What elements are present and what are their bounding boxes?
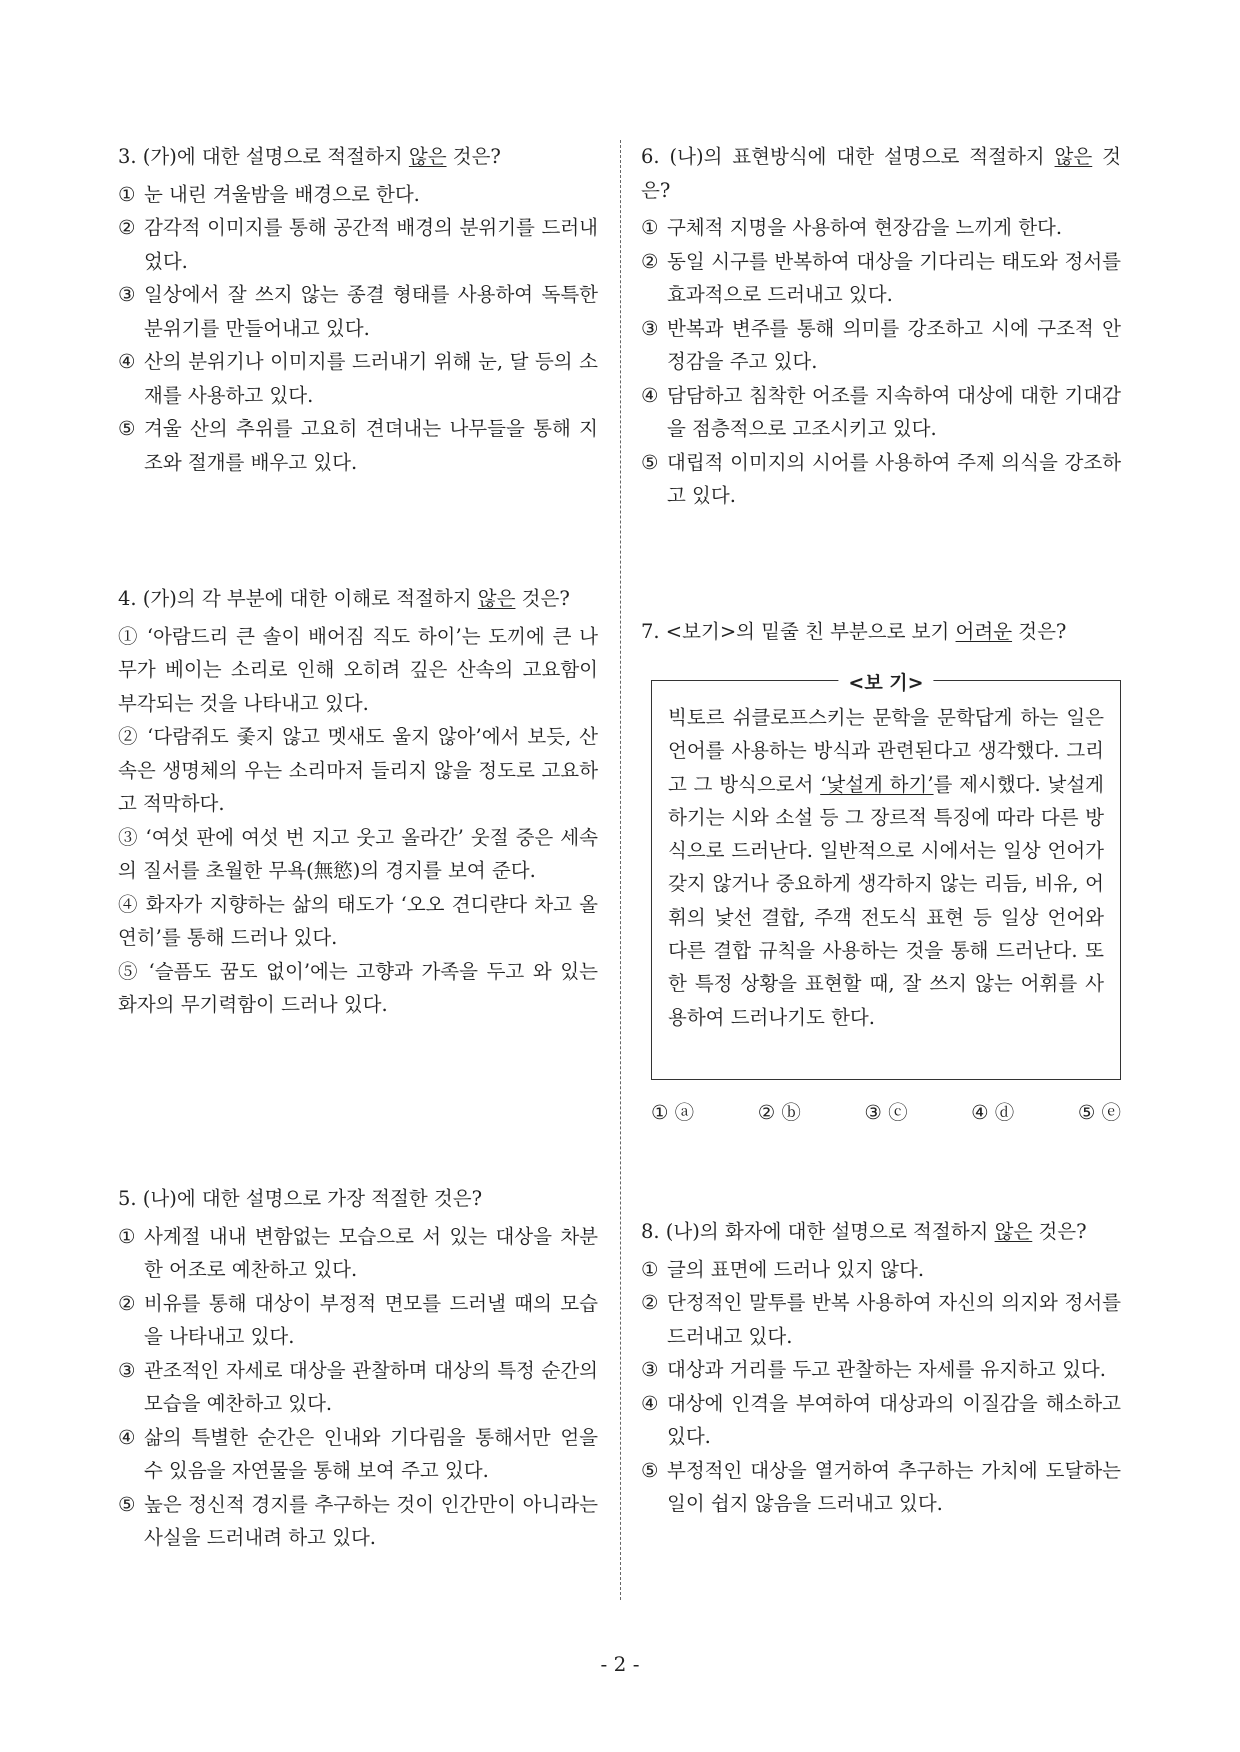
option-2[interactable]: ② ‘다람쥐도 좇지 않고 멧새도 울지 않아’에서 보듯, 산속은 생명체의 우는 소리마저 들리지 않을 정도로 고요하고 적막하다. — [118, 725, 598, 815]
option-2[interactable]: ② 단정적인 말투를 반복 사용하여 자신의 의지와 정서를 드러내고 있다. — [641, 1291, 1121, 1348]
option-1[interactable]: ① 사계절 내내 변함없는 모습으로 서 있는 대상을 차분한 어조로 예찬하고 있다. — [118, 1224, 598, 1281]
answer-1[interactable]: ① ⓐ — [651, 1101, 695, 1124]
options-list — [118, 178, 598, 480]
option-1[interactable]: ① ‘아람드리 큰 솔이 배어짐 직도 하이’는 도끼에 큰 나무가 베이는 소리로 인해 오히려 깊은 산속의 고요함이 부각되는 것을 나타내고 있다. — [118, 624, 598, 715]
question-stem: 7. <보기>의 밑줄 친 부분으로 보기 어려운 것은? — [641, 620, 1067, 643]
option-2[interactable]: ② 감각적 이미지를 통해 공간적 배경의 분위기를 드러내었다. — [118, 216, 598, 273]
option-2[interactable]: ② 동일 시구를 반복하여 대상을 기다리는 태도와 정서를 효과적으로 드러내고 있다. — [641, 249, 1121, 306]
option-3[interactable]: ③ ‘여섯 판에 여섯 번 지고 웃고 올라간’ 웃절 중은 세속의 질서를 초월한 무욕(無慾)의 경지를 보여 준다. — [118, 825, 598, 882]
option-5[interactable]: ⑤ 부정적인 대상을 열거하여 추구하는 가치에 도달하는 일이 쉽지 않음을 드러내고 있다. — [641, 1458, 1121, 1515]
answer-5[interactable]: ⑤ ⓔ — [1077, 1101, 1121, 1124]
option-1[interactable]: ① 구체적 지명을 사용하여 현장감을 느끼게 한다. — [641, 216, 1063, 239]
bogi-text: 빅토르 쉬클로프스키는 문학을 문학답게 하는 일은 언어를 사용하는 방식과 관련된다고 생각했다. 그리고 그 방식으로서 ‘낯설게 하기’를 제시했다. 낯설게 하기는 시와 소설 등 그 장르적 특징에 따라 다른 방식으로 드러난다. 일반적으로 시에서는 일상 언어가 갖지 않거나 중요하게 생각하지 않는 리듬, 비유, 어휘의 낯선 결합, 주객 전도식 표현 등 일상 언어와 다른 결합 규칙을 사용하는 것을 통해 드러난다. 또한 특정 상황을 표현할 때, 잘 쓰지 않는 어휘를 사용하여 드러나기도 한다. — [668, 706, 1104, 1029]
question-6 — [641, 140, 1121, 513]
option-4[interactable]: ④ 담담하고 침착한 어조를 지속하여 대상에 대한 기대감을 점층적으로 고조시키고 있다. — [641, 383, 1121, 440]
option-5[interactable]: ⑤ 겨울 산의 추위를 고요히 견뎌내는 나무들을 통해 지조와 절개를 배우고 있다. — [118, 417, 598, 474]
question-stem: 8. (나)의 화자에 대한 설명으로 적절하지 않은 것은? — [641, 1220, 1087, 1243]
question-4 — [118, 582, 598, 1022]
option-4[interactable]: ④ 화자가 지향하는 삶의 태도가 ‘오오 견디랸다 차고 올연히’를 통해 드러나 있다. — [118, 892, 598, 949]
option-3[interactable]: ③ 일상에서 잘 쓰지 않는 종결 형태를 사용하여 독특한 분위기를 만들어내고 있다. — [118, 283, 598, 340]
option-2[interactable]: ② 비유를 통해 대상이 부정적 면모를 드러낼 때의 모습을 나타내고 있다. — [118, 1291, 598, 1348]
answer-3[interactable]: ③ ⓒ — [864, 1101, 908, 1124]
question-stem: 5. (나)에 대한 설명으로 가장 적절한 것은? — [118, 1187, 483, 1210]
question-3 — [118, 140, 598, 479]
answer-2[interactable]: ② ⓑ — [757, 1101, 801, 1124]
option-5[interactable]: ⑤ ‘슬픔도 꿈도 없이’에는 고향과 가족을 두고 와 있는 화자의 무기력함이 드러나 있다. — [118, 959, 598, 1016]
question-stem: 6. (나)의 표현방식에 대한 설명으로 적절하지 않은 것은? — [641, 145, 1121, 202]
option-3[interactable]: ③ 관조적인 자세로 대상을 관찰하며 대상의 특정 순간의 모습을 예찬하고 있다. — [118, 1358, 598, 1415]
options-list — [641, 211, 1121, 513]
options-list — [118, 1220, 598, 1555]
option-3[interactable]: ③ 반복과 변주를 통해 의미를 강조하고 시에 구조적 안정감을 주고 있다. — [641, 316, 1121, 373]
bogi-title: <보 기> — [838, 667, 933, 701]
question-7 — [641, 615, 1121, 653]
question-8 — [641, 1215, 1121, 1521]
answer-choices — [651, 1096, 1121, 1130]
options-list — [641, 1253, 1121, 1521]
option-5[interactable]: ⑤ 높은 정신적 경지를 추구하는 것이 인간만이 아니라는 사실을 드러내려 하고 있다. — [118, 1492, 598, 1549]
answer-4[interactable]: ④ ⓓ — [971, 1101, 1015, 1124]
option-4[interactable]: ④ 삶의 특별한 순간은 인내와 기다림을 통해서만 얻을 수 있음을 자연물을 통해 보여 주고 있다. — [118, 1425, 598, 1482]
bogi-box — [651, 672, 1121, 1080]
option-3[interactable]: ③ 대상과 거리를 두고 관찰하는 자세를 유지하고 있다. — [641, 1358, 1106, 1381]
page-number: - 2 - — [600, 1652, 640, 1676]
column-divider — [620, 140, 621, 1600]
question-stem: 3. (가)에 대한 설명으로 적절하지 않은 것은? — [118, 145, 501, 168]
option-4[interactable]: ④ 산의 분위기나 이미지를 드러내기 위해 눈, 달 등의 소재를 사용하고 있다. — [118, 350, 598, 407]
question-stem: 4. (가)의 각 부분에 대한 이해로 적절하지 않은 것은? — [118, 587, 570, 610]
option-1[interactable]: ① 눈 내린 겨울밤을 배경으로 한다. — [118, 182, 420, 206]
option-5[interactable]: ⑤ 대립적 이미지의 시어를 사용하여 주제 의식을 강조하고 있다. — [641, 450, 1121, 507]
option-4[interactable]: ④ 대상에 인격을 부여하여 대상과의 이질감을 해소하고 있다. — [641, 1391, 1121, 1448]
options-list — [118, 620, 598, 1022]
question-5 — [118, 1182, 598, 1555]
option-1[interactable]: ① 글의 표면에 드러나 있지 않다. — [641, 1257, 925, 1281]
